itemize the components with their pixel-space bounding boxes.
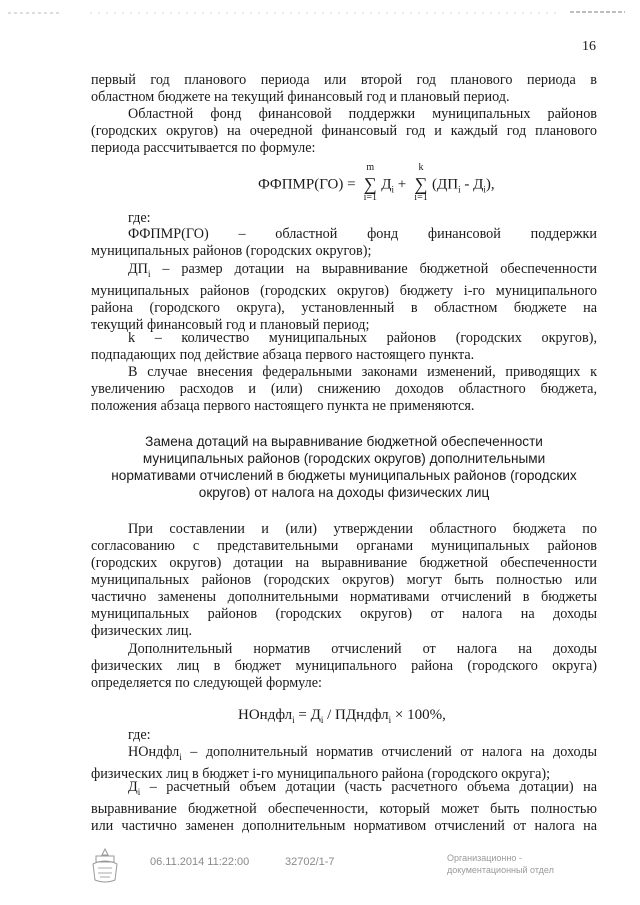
text-line: k – количество муниципальных районов (городских округов), [128,330,597,346]
definition-nondfl [91,744,597,783]
text-line: периода рассчитывается по формуле: [91,140,316,156]
definition-d [91,779,597,835]
formula-subscript: i [391,184,395,195]
paragraph-norm [91,641,597,692]
text-span: – расчетный объем дотации (часть расчетного объема дотации) на [140,779,597,795]
text-line [91,779,597,801]
where-label: где: [128,210,151,226]
scan-top-edge [0,8,640,18]
formula-term: ), [485,176,495,193]
text-line: Дополнительный норматив отчислений от налога на доходы [128,641,597,657]
page-number: 16 [582,39,596,54]
section-heading [91,433,597,501]
text-line: (городских округов) на очередной финансовый год и каждый год планового [91,123,597,139]
where-label-2: где: [128,727,151,743]
footer-department-note [447,852,554,876]
text-span: – дополнительный норматив отчислений от налога на доходы [181,744,597,760]
text-line [91,261,597,283]
text-line: согласованию с представительными органами муниципальных районов [91,538,597,554]
text-line [91,744,597,766]
formula-term: / ПДндфл [323,707,389,723]
definition-ffpmr [91,226,597,260]
definition-dp [91,261,597,334]
formula-nondfl [238,707,446,725]
paragraph-fund [91,106,597,157]
term-subscript: i [147,268,151,279]
formula-lhs: ФФПМР(ГО) = [258,176,356,193]
emblem-stamp-icon [88,846,122,886]
sum-lower-limit: i=1 [414,192,428,203]
note-line: Организационно - [447,853,522,863]
text-line: В случае внесения федеральными законами изменений, приводящих к [128,364,597,380]
term-subscript: i [179,751,182,762]
heading-line: муниципальных районов (городских округов) дополнительными [142,451,546,466]
text-line: подпадающих под действие абзаца первого настоящего пункта. [91,347,475,363]
term-subscript: i [137,786,141,797]
footer-datetime: 06.11.2014 11:22:00 [150,856,250,868]
formula-subscript: i [320,715,324,725]
text-line: первый год планового периода или второй год планового периода в [91,72,597,88]
sum-symbol [359,162,381,203]
text-span: – размер дотации на выравнивание бюджетной обеспеченности [150,261,597,277]
paragraph-changes [91,364,597,415]
text-line: физических лиц в бюджет муниципального района (городского округа) [91,658,597,674]
text-line: муниципальных районов (городских округов) бюджету i-го муниципального [91,282,597,299]
paragraph-intro [91,72,597,106]
sum-upper-limit: k [418,162,424,173]
heading-line: Замена дотаций на выравнивание бюджетной обеспеченности [145,434,543,449]
paragraph-replace [91,521,597,640]
formula-subscript: i [292,715,295,725]
text-line: определяется по следующей формуле: [91,675,322,691]
formula-term: - Д [460,176,484,193]
heading-line: нормативами отчислений в бюджеты муниципальных районов (городских [111,468,577,483]
heading-line: округов) от налога на доходы физических лиц [198,485,490,500]
term: Д [128,779,138,795]
sum-symbol [410,162,432,203]
text-line: При составлении и (или) утверждении областного бюджета по [128,521,597,537]
formula-term: Д [381,176,392,193]
formula-operator: + [394,176,411,193]
sigma-glyph: ∑ [414,174,428,194]
formula-term: × 100%, [391,707,446,723]
definition-k [91,330,597,364]
text-line: муниципальных районов (городских округов) могут быть полностью или [91,572,597,588]
text-line: увеличению расходов и (или) снижению доходов областного бюджета, [91,381,597,397]
text-line: выравнивание бюджетной обеспеченности, который может быть полностью [91,800,597,817]
text-line: района (городского округа), установленный в областном бюджете на [91,299,597,316]
text-line: физических лиц в бюджет i-го муниципального района (городского округа); [91,765,551,782]
footer-doc-id: 32702/1-7 [285,856,335,868]
text-line: муниципальных районов (городских округов) от налога на доходы [91,606,597,622]
formula-term: (ДП [432,176,459,193]
term: НОндфл [128,744,180,760]
text-line: областном бюджете на текущий финансовый год и плановый период. [91,89,510,105]
text-line: физических лиц. [91,623,193,639]
text-line: или частично заменен дополнительным нормативом отчислений от налога на [91,817,597,834]
text-line: (городских округов) дотации на выравнивание бюджетной обеспеченности [91,555,597,571]
text-line: положения абзаца первого настоящего пункта не применяются. [91,398,475,414]
formula-term: = Д [294,707,321,723]
note-line: документационный отдел [447,865,554,875]
term: ДП [128,261,148,277]
text-line: ФФПМР(ГО) – областной фонд финансовой поддержки [128,226,597,242]
sum-upper-limit: m [366,162,375,173]
sum-lower-limit: i=1 [363,192,377,203]
formula-term: НОндфл [238,707,293,723]
text-line: муниципальных районов (городских округов); [91,243,372,259]
text-line: Областной фонд финансовой поддержки муниципальных районов [128,106,597,122]
sigma-glyph: ∑ [363,174,377,194]
formula-subscript: i [483,184,486,195]
text-line: текущий финансовый год и плановый период; [91,316,370,333]
formula-subscript: i [458,184,461,195]
formula-ffpmr [258,162,495,203]
text-line: частично заменены дополнительными нормативами отчислений в бюджеты [91,589,597,605]
formula-subscript: i [388,715,392,725]
